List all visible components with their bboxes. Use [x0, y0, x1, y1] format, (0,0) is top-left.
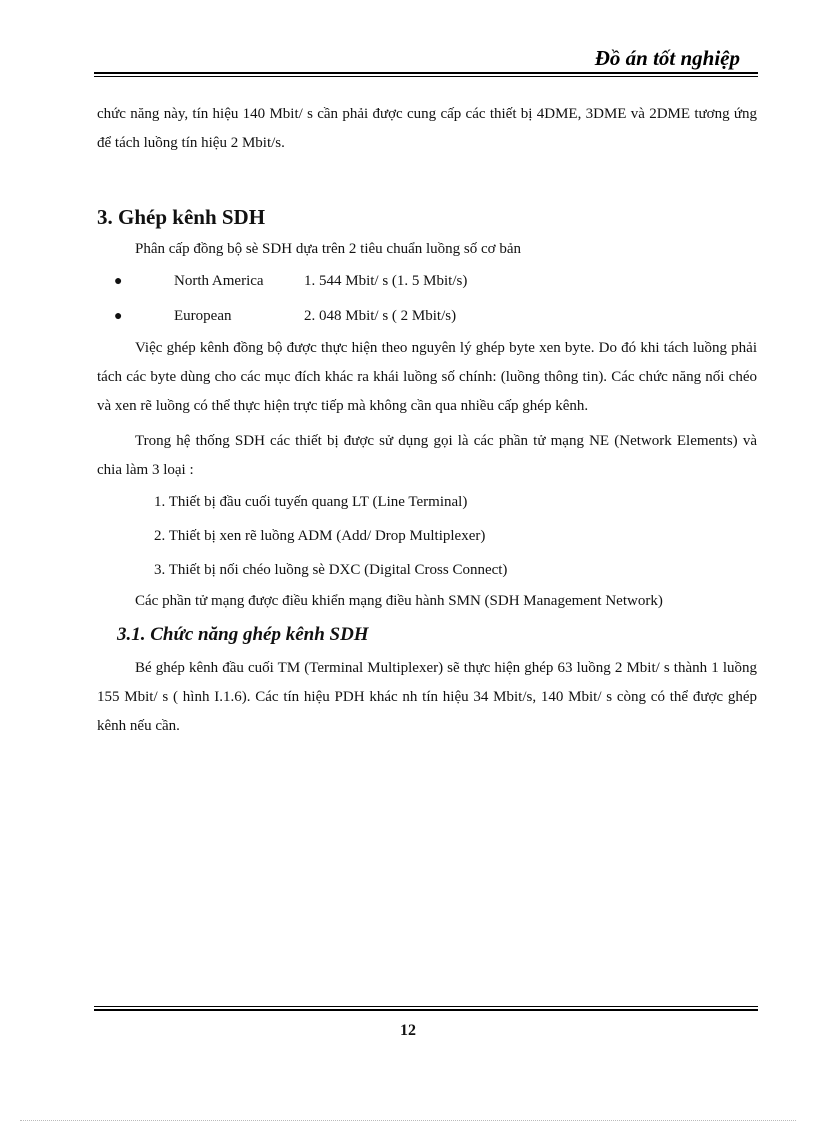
intro-paragraph: chức năng này, tín hiệu 140 Mbit/ s cần phải được cung cấp các thiết bị 4DME, 3DME và 2DME tương ứng để tách luồng tín hiệu 2 Mbit/s. — [97, 106, 757, 151]
numbered-item: 1. Thiết bị đầu cuối tuyến quang LT (Line Terminal) — [154, 494, 468, 510]
bullet-icon: ● — [114, 309, 123, 324]
paragraph-ne: Trong hệ thống SDH các thiết bị được sử dụng gọi là các phần tử mạng NE (Network Elements) và chia làm 3 loại : — [97, 433, 757, 478]
bullet-item — [97, 264, 757, 299]
numbered-item: 3. Thiết bị nối chéo luồng sè DXC (Digital Cross Connect) — [154, 562, 508, 578]
section-intro: Phân cấp đồng bộ sè SDH dựa trên 2 tiêu chuẩn luồng số cơ bản — [135, 241, 521, 257]
subsection-heading: 3.1. Chức năng ghép kênh SDH — [117, 624, 369, 645]
bullet-icon: ● — [114, 274, 123, 289]
section-heading: 3. Ghép kênh SDH — [97, 205, 266, 229]
header-rule — [94, 72, 758, 77]
paragraph-smn: Các phần tử mạng được điều khiển mạng điều hành SMN (SDH Management Network) — [135, 593, 663, 609]
page-bottom-border — [20, 1120, 796, 1121]
page-content — [97, 100, 757, 741]
numbered-item: 2. Thiết bị xen rẽ luồng ADM (Add/ Drop Multiplexer) — [154, 528, 486, 544]
paragraph-tm: Bé ghép kênh đầu cuối TM (Terminal Multiplexer) sẽ thực hiện ghép 63 luồng 2 Mbit/ s thành 1 luồng 155 Mbit/ s ( hình I.1.6). Các tín hiệu PDH khác nh tín hiệu 34 Mbit/s, 140 Mbit/ s còng có thể được ghép kênh nếu cần. — [97, 660, 757, 734]
bullet-name: North America — [174, 273, 264, 289]
bullet-value: 2. 048 Mbit/ s ( 2 Mbit/s) — [304, 308, 457, 324]
page-number: 12 — [400, 1022, 416, 1039]
bullet-value: 1. 544 Mbit/ s (1. 5 Mbit/s) — [304, 273, 468, 289]
paragraph-mux: Việc ghép kênh đồng bộ được thực hiện theo nguyên lý ghép byte xen byte. Do đó khi tách luồng phải tách các byte dùng cho các mục đích khác ra khái luồng số chính: (luồng thông tin). Các chức năng nối chéo và xen rẽ luồng có thể thực hiện trực tiếp mà không cần qua nhiều cấp ghép kênh. — [97, 340, 757, 414]
footer-rule — [94, 1006, 758, 1011]
header-title: Đồ án tốt nghiệp — [594, 46, 740, 70]
bullet-name: European — [174, 308, 232, 324]
bullet-item — [97, 299, 757, 334]
